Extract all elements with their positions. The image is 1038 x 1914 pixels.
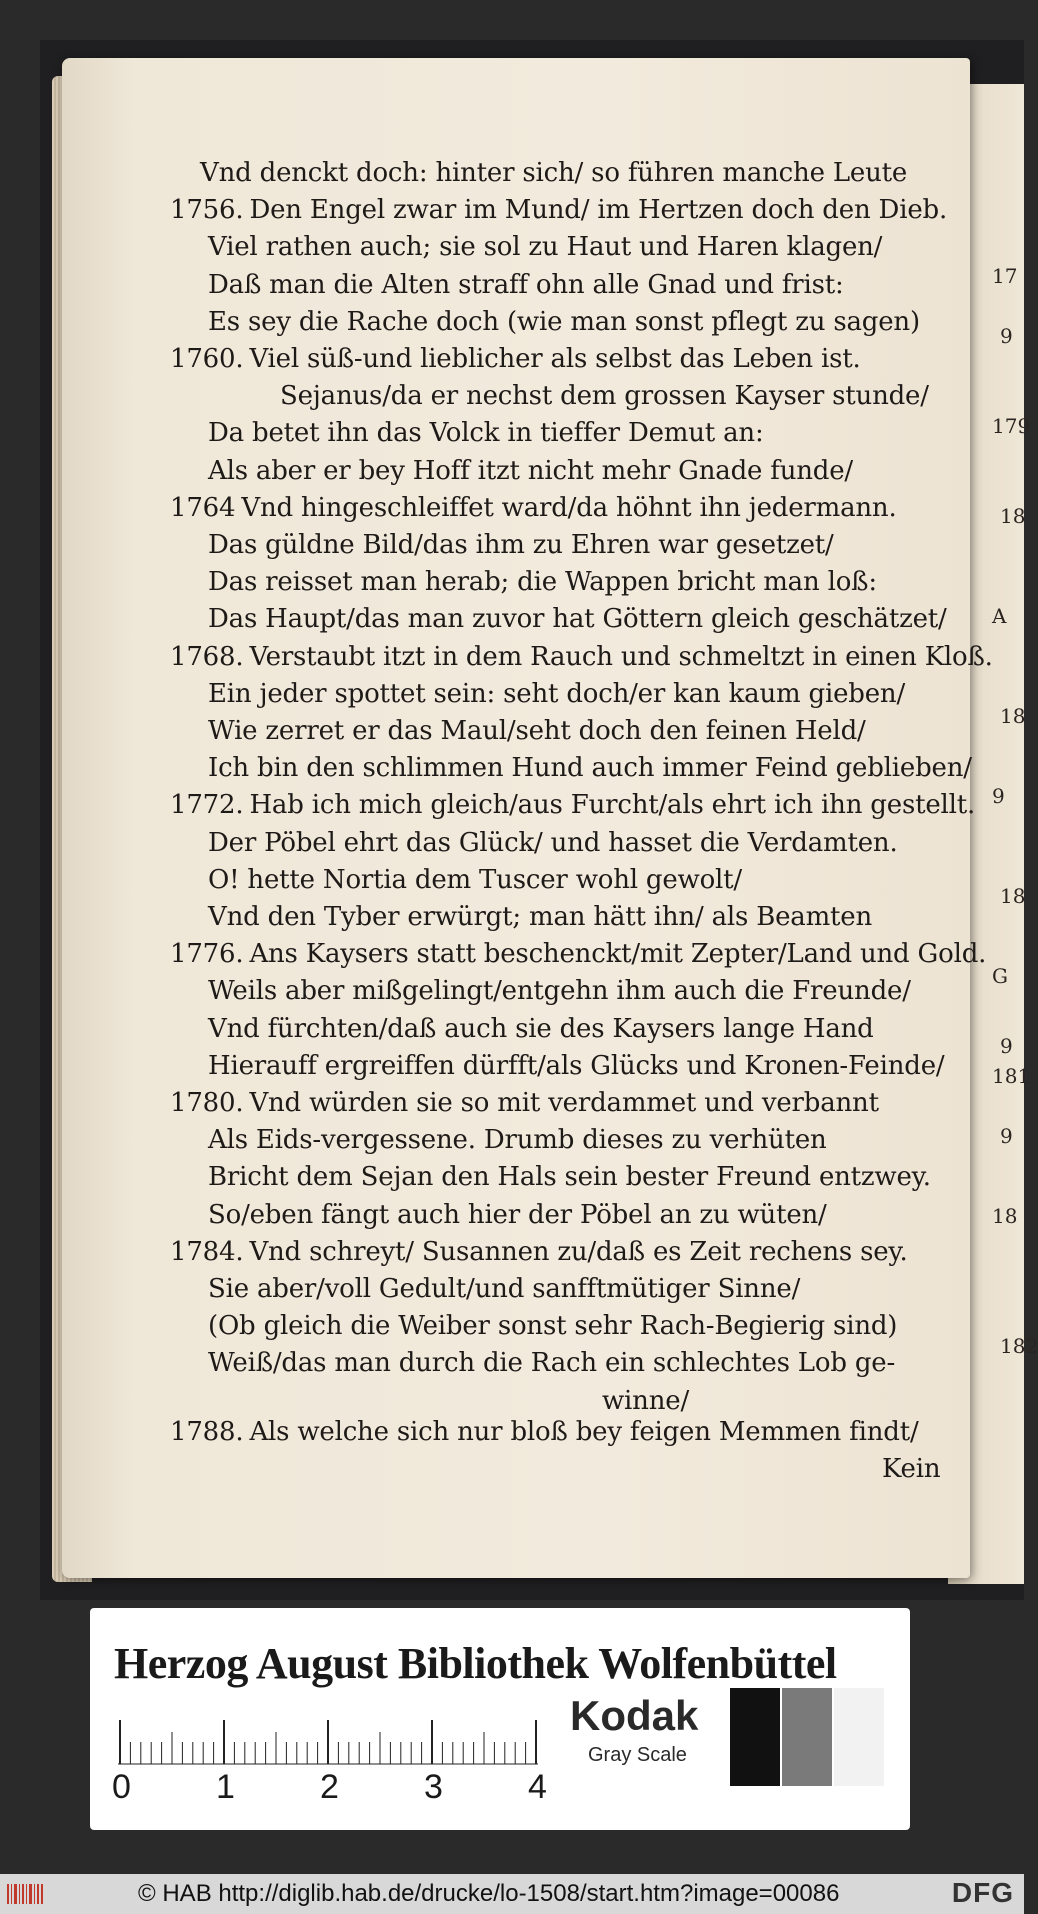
text-line — [208, 1051, 944, 1081]
text-line — [602, 1386, 689, 1416]
text-line — [170, 1237, 908, 1267]
text-line — [208, 530, 834, 560]
text-line — [208, 1348, 895, 1378]
text-line — [208, 1014, 874, 1044]
line-text: Hierauff ergreiffen dürfft/als Glücks und Kronen-Feinde/ — [208, 1050, 945, 1081]
next-page-fragment: 9 — [1000, 324, 1013, 348]
line-text: Der Pöbel ehrt das Glück/ und hasset die Verdamten. — [208, 827, 898, 858]
ruler-number-4: 4 — [528, 1768, 547, 1806]
next-page-fragment: A — [992, 604, 1007, 628]
line-text: So/eben fängt auch hier der Pöbel an zu wüten/ — [208, 1199, 827, 1230]
line-text: Ein jeder spottet sein: seht doch/er kan kaum gieben/ — [208, 678, 906, 709]
gray-scale-label: Gray Scale — [588, 1744, 687, 1766]
next-page-fragment: 9 — [1000, 1034, 1013, 1058]
line-text: Vnd würden sie so mit verdammet und verbannt — [249, 1088, 879, 1118]
text-line — [208, 232, 882, 262]
text-line — [208, 456, 853, 486]
book-page — [62, 58, 993, 1578]
line-text: Weiß/das man durch die Rach ein schlechtes Lob ge- — [208, 1348, 896, 1379]
text-line — [208, 828, 898, 858]
text-line — [208, 1162, 931, 1192]
text-line — [208, 270, 844, 300]
line-text: Verstaubt itzt in dem Rauch und schmeltzt in einen Kloß. — [249, 641, 993, 672]
text-line — [208, 716, 866, 746]
line-text: Sie aber/voll Gedult/und sanfftmütiger Sinne/ — [208, 1274, 801, 1304]
ruler-number-2: 2 — [320, 1768, 339, 1806]
line-text: Den Engel zwar im Mund/ im Hertzen doch den Dieb. — [249, 195, 948, 226]
line-text: Das Haupt/das man zuvor hat Göttern gleich geschätzet/ — [208, 604, 947, 635]
line-text: Kein — [882, 1454, 941, 1484]
line-number: 1756. — [170, 195, 244, 226]
text-line — [170, 195, 947, 225]
next-page-fragment: 9 — [1000, 1124, 1013, 1148]
line-text: Bricht dem Sejan den Hals sein bester Freund entzwey. — [208, 1162, 931, 1193]
ruler-number-3: 3 — [424, 1768, 443, 1806]
text-line — [208, 1274, 800, 1304]
footer-bar — [0, 1874, 1024, 1914]
line-text: Als aber er bey Hoff itzt nicht mehr Gnade funde/ — [208, 455, 853, 486]
line-text: Vnd denckt doch: hinter sich/ so führen manche Leute — [200, 158, 908, 188]
swatch-gray — [782, 1688, 832, 1786]
line-text: Ich bin den schlimmen Hund auch immer Feind geblieben/ — [208, 753, 972, 784]
text-line — [208, 976, 911, 1006]
next-page-fragment: 18 — [1000, 504, 1026, 528]
kodak-logo: Kodak — [570, 1692, 699, 1739]
next-page-fragment: 18 — [992, 1204, 1018, 1228]
text-line — [208, 1311, 897, 1341]
line-text: Hab ich mich gleich/aus Furcht/als ehrt ich ihn gestellt. — [249, 790, 976, 821]
line-text: Vnd fürchten/daß auch sie des Kaysers lange Hand — [208, 1013, 874, 1044]
dfg-logo: DFG — [951, 1877, 1014, 1908]
line-text: Ans Kaysers statt beschenckt/mit Zepter/Land und Gold. — [249, 939, 987, 970]
ruler-number-1: 1 — [216, 1768, 235, 1806]
line-text: Als Eids-vergessene. Drumb dieses zu verhüten — [208, 1125, 827, 1156]
line-number: 1776. — [170, 939, 244, 970]
line-text: Das reisset man herab; die Wappen bricht man loß: — [208, 567, 877, 598]
line-text: Viel süß-und lieblicher als selbst das Leben ist. — [249, 344, 861, 374]
text-line — [208, 307, 920, 337]
line-text: Vnd hingeschleiffet ward/da höhnt ihn jedermann. — [241, 492, 897, 523]
ruler-number-0: 0 — [112, 1768, 131, 1806]
line-number: 1772. — [170, 790, 244, 821]
line-text: Es sey die Rache doch (wie man sonst pflegt zu sagen) — [208, 306, 920, 337]
text-line — [170, 1417, 919, 1447]
line-number: 1768. — [170, 641, 244, 672]
ruler — [112, 1716, 547, 1806]
line-number: 1788. — [170, 1416, 244, 1447]
text-line — [208, 604, 947, 634]
text-line — [882, 1454, 940, 1484]
line-text: Da betet ihn das Volck in tieffer Demut an: — [208, 418, 764, 449]
text-line — [170, 939, 986, 969]
text-line — [208, 865, 742, 895]
text-line — [280, 381, 929, 411]
line-text: (Ob gleich die Weiber sonst sehr Rach-Begierig sind) — [208, 1311, 898, 1342]
text-line — [208, 753, 972, 783]
line-text: winne/ — [602, 1385, 690, 1416]
library-name: Herzog August Bibliothek Wolfenbüttel — [114, 1639, 837, 1688]
text-line — [170, 1088, 879, 1118]
text-line — [170, 790, 975, 820]
line-text: Das güldne Bild/das ihm zu Ehren war gesetzet/ — [208, 530, 834, 560]
next-page-fragment: 182 — [1000, 1334, 1038, 1358]
text-line — [208, 902, 872, 932]
next-page-fragment: G — [992, 964, 1008, 988]
swatch-white — [834, 1688, 884, 1786]
line-text: Wie zerret er das Maul/seht doch den feinen Held/ — [208, 716, 866, 746]
line-text: Als welche sich nur bloß bey feigen Memmen findt/ — [249, 1416, 919, 1447]
line-text: Daß man die Alten straff ohn alle Gnad und frist: — [208, 269, 844, 300]
line-text: Sejanus/da er nechst dem grossen Kayser stunde/ — [280, 381, 929, 412]
text-line — [208, 1200, 827, 1230]
line-text: Weils aber mißgelingt/entgehn ihm auch die Freunde/ — [208, 976, 911, 1007]
next-page-fragment: 18 — [1000, 704, 1026, 728]
text-line — [208, 567, 877, 597]
swatch-black — [730, 1688, 780, 1786]
barcode-icon — [6, 1882, 46, 1906]
text-line — [208, 418, 764, 448]
text-line — [170, 642, 993, 672]
text-line — [170, 493, 897, 523]
line-number: 1780. — [170, 1088, 244, 1118]
line-number: 1760. — [170, 344, 244, 374]
next-page-fragment: 9 — [992, 784, 1005, 808]
next-page-fragment: 181 — [992, 1064, 1031, 1088]
text-line — [208, 679, 905, 709]
text-line — [170, 344, 861, 374]
line-text: Vnd den Tyber erwürgt; man hätt ihn/ als Beamten — [208, 902, 873, 932]
next-page-fragment: 179 — [992, 414, 1031, 438]
text-line — [200, 158, 907, 188]
text-line — [208, 1125, 827, 1155]
line-number: 1784. — [170, 1236, 244, 1267]
ruler-ticks — [118, 1716, 538, 1776]
color-scale-card — [90, 1608, 910, 1830]
next-page-fragment: 18 — [1000, 884, 1026, 908]
line-text: Viel rathen auch; sie sol zu Haut und Haren klagen/ — [208, 232, 883, 263]
line-number: 1764 — [170, 492, 236, 523]
line-text: Vnd schreyt/ Susannen zu/daß es Zeit rechens sey. — [249, 1236, 908, 1267]
footer-credit: © HAB http://diglib.hab.de/drucke/lo-1508/start.htm?image=00086 — [138, 1880, 840, 1907]
next-page-fragment: 17 — [992, 264, 1018, 288]
line-text: O! hette Nortia dem Tuscer wohl gewolt/ — [208, 864, 742, 895]
